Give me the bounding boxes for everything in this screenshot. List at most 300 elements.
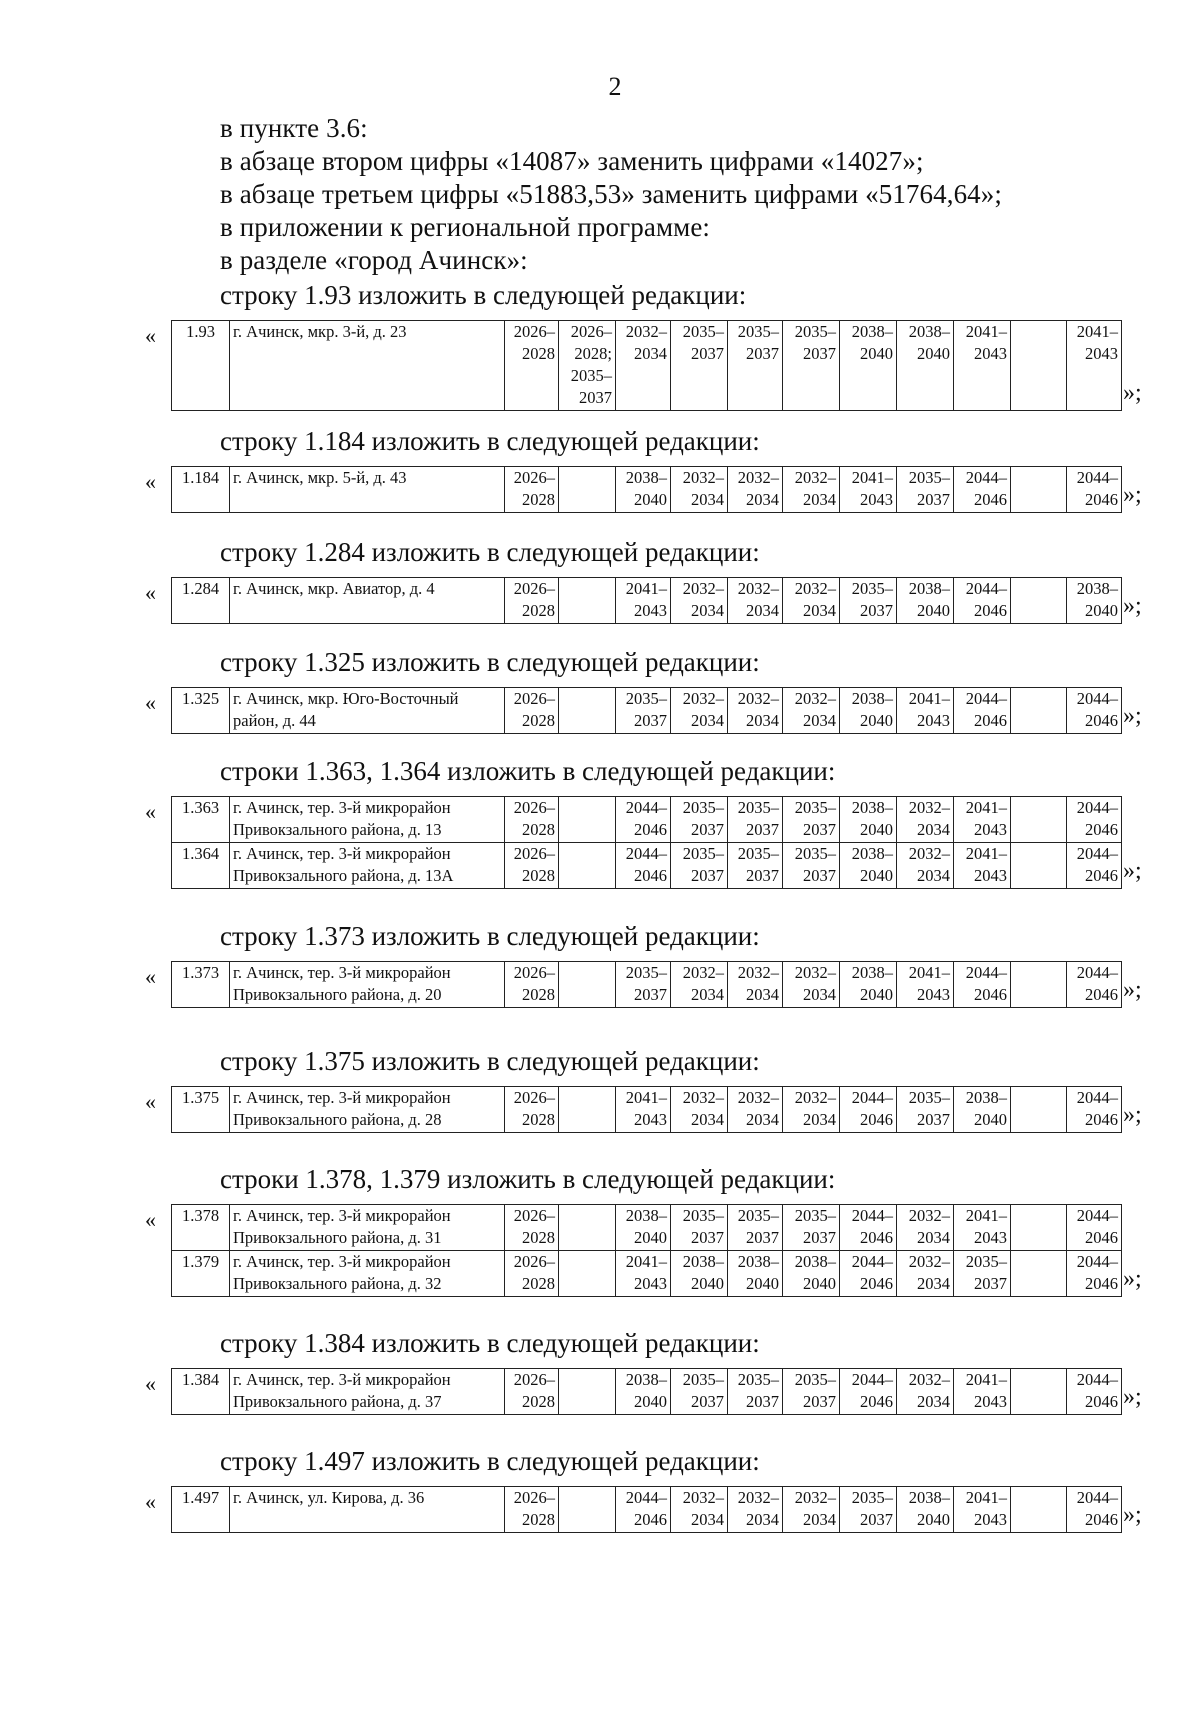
year-cell	[728, 467, 783, 513]
year-cell	[1011, 578, 1067, 624]
year-text: 2037	[691, 1392, 724, 1411]
year-cell	[616, 1087, 671, 1133]
year-cell	[1011, 1087, 1067, 1133]
year-text: 2028	[522, 1392, 555, 1411]
year-text: 2041–	[965, 1370, 1007, 1389]
intro-line: в абзаце втором цифры «14087» заменить цифрами «14027»;	[220, 146, 924, 176]
year-cell	[954, 467, 1011, 513]
year-text: 2034	[691, 1110, 724, 1129]
year-text: 2038–	[851, 322, 893, 341]
year-cell	[1011, 467, 1067, 513]
year-cell	[505, 1369, 559, 1415]
year-text: 2034	[917, 1228, 950, 1247]
year-cell	[559, 688, 616, 734]
year-cell	[783, 321, 840, 411]
address-line: Привокзального района, д. 37	[233, 1392, 442, 1411]
year-text: 2041–	[625, 1252, 667, 1271]
year-cell	[954, 1369, 1011, 1415]
table-row	[172, 1087, 1122, 1133]
year-text: 2046	[974, 985, 1007, 1004]
year-text: 2035–	[570, 366, 612, 385]
year-text: 2026–	[570, 322, 612, 341]
year-text: 2046	[860, 1392, 893, 1411]
year-text: 2026–	[513, 1206, 555, 1225]
year-cell	[1011, 1487, 1067, 1533]
year-cell	[559, 321, 616, 411]
year-text: 2044–	[625, 844, 667, 863]
year-cell	[559, 1087, 616, 1133]
year-text: 2046	[1085, 1274, 1118, 1293]
table-row	[172, 688, 1122, 734]
year-text: 2034	[746, 1110, 779, 1129]
year-text: 2032–	[737, 579, 779, 598]
year-cell	[1011, 688, 1067, 734]
address-cell	[230, 1251, 505, 1297]
year-cell	[559, 1251, 616, 1297]
year-cell	[897, 1369, 954, 1415]
year-cell	[897, 962, 954, 1008]
year-cell	[954, 688, 1011, 734]
year-text: 2040	[634, 1392, 667, 1411]
program-table	[171, 577, 1122, 624]
closing-quote: »;	[1123, 482, 1142, 508]
year-cell	[671, 1205, 728, 1251]
year-text: 2040	[860, 344, 893, 363]
year-cell	[954, 1205, 1011, 1251]
year-cell	[1067, 1251, 1122, 1297]
table-row	[172, 467, 1122, 513]
year-text: 2035–	[965, 1252, 1007, 1271]
table-row	[172, 578, 1122, 624]
opening-quote: «	[145, 580, 156, 605]
year-text: 2044–	[965, 963, 1007, 982]
year-text: 2044–	[625, 798, 667, 817]
year-text: 2038–	[625, 1206, 667, 1225]
year-text: 2041–	[1076, 322, 1118, 341]
year-text: 2037	[691, 820, 724, 839]
year-cell	[840, 962, 897, 1008]
year-text: 2046	[634, 866, 667, 885]
amendment-heading: строку 1.375 изложить в следующей редакции:	[220, 1046, 760, 1076]
year-text: 2044–	[1076, 1252, 1118, 1271]
year-text: 2041–	[965, 322, 1007, 341]
address-cell	[230, 797, 505, 843]
year-text: 2034	[691, 985, 724, 1004]
year-text: 2044–	[1076, 689, 1118, 708]
year-cell	[505, 1087, 559, 1133]
year-text: 2035–	[794, 798, 836, 817]
year-text: 2032–	[737, 1488, 779, 1507]
year-text: 2026–	[513, 1252, 555, 1271]
year-text: 2043	[1085, 344, 1118, 363]
year-text: 2026–	[513, 468, 555, 487]
year-text: 2035–	[737, 322, 779, 341]
year-text: 2041–	[908, 963, 950, 982]
year-cell	[1067, 578, 1122, 624]
address-line: г. Ачинск, тер. 3-й микрорайон	[233, 1370, 451, 1389]
year-cell	[954, 321, 1011, 411]
opening-quote: «	[145, 1489, 156, 1514]
year-text: 2034	[917, 866, 950, 885]
year-text: 2028	[522, 601, 555, 620]
year-cell	[783, 843, 840, 889]
year-text: 2037	[691, 866, 724, 885]
year-text: 2044–	[1076, 844, 1118, 863]
year-text: 2034	[746, 985, 779, 1004]
year-cell	[616, 1369, 671, 1415]
year-text: 2032–	[682, 689, 724, 708]
address-line: г. Ачинск, тер. 3-й микрорайон	[233, 844, 451, 863]
year-cell	[783, 467, 840, 513]
year-text: 2034	[746, 490, 779, 509]
year-cell	[1011, 797, 1067, 843]
year-text: 2028	[522, 866, 555, 885]
year-cell	[840, 843, 897, 889]
opening-quote: «	[145, 323, 156, 348]
year-text: 2038–	[908, 579, 950, 598]
closing-quote: »;	[1123, 1384, 1142, 1410]
address-line: Привокзального района, д. 28	[233, 1110, 442, 1129]
year-cell	[559, 797, 616, 843]
year-cell	[954, 1487, 1011, 1533]
year-cell	[783, 1205, 840, 1251]
year-text: 2037	[746, 1392, 779, 1411]
year-cell	[954, 962, 1011, 1008]
year-text: 2043	[634, 601, 667, 620]
year-cell	[840, 1205, 897, 1251]
year-text: 2044–	[965, 689, 1007, 708]
row-number: 1.379	[172, 1251, 230, 1297]
year-cell	[505, 321, 559, 411]
year-text: 2026–	[513, 1488, 555, 1507]
opening-quote: «	[145, 469, 156, 494]
year-text: 2035–	[682, 798, 724, 817]
year-cell	[783, 578, 840, 624]
year-text: 2037	[860, 1510, 893, 1529]
program-table	[171, 687, 1122, 734]
year-text: 2028;	[574, 344, 612, 363]
year-cell	[897, 321, 954, 411]
year-text: 2037	[860, 601, 893, 620]
year-text: 2032–	[737, 963, 779, 982]
row-number: 1.384	[172, 1369, 230, 1415]
year-cell	[671, 1251, 728, 1297]
year-text: 2028	[522, 985, 555, 1004]
year-text: 2044–	[965, 468, 1007, 487]
year-text: 2038–	[851, 689, 893, 708]
year-text: 2034	[746, 711, 779, 730]
year-text: 2034	[803, 711, 836, 730]
year-text: 2037	[691, 1228, 724, 1247]
year-text: 2035–	[908, 1088, 950, 1107]
year-text: 2046	[1085, 1228, 1118, 1247]
year-cell	[671, 578, 728, 624]
year-text: 2040	[634, 1228, 667, 1247]
year-text: 2032–	[908, 1206, 950, 1225]
year-text: 2035–	[682, 322, 724, 341]
year-cell	[954, 1251, 1011, 1297]
year-cell	[559, 578, 616, 624]
year-text: 2032–	[908, 844, 950, 863]
year-cell	[728, 688, 783, 734]
amendment-heading: строку 1.184 изложить в следующей редакции:	[220, 426, 760, 456]
year-text: 2028	[522, 711, 555, 730]
year-text: 2040	[860, 711, 893, 730]
year-cell	[616, 578, 671, 624]
year-cell	[728, 962, 783, 1008]
year-cell	[1067, 843, 1122, 889]
year-text: 2040	[917, 1510, 950, 1529]
year-text: 2026–	[513, 1088, 555, 1107]
year-cell	[505, 467, 559, 513]
address-cell	[230, 467, 505, 513]
year-text: 2046	[860, 1110, 893, 1129]
year-text: 2044–	[965, 579, 1007, 598]
year-cell	[783, 1251, 840, 1297]
intro-text	[220, 112, 1120, 277]
year-text: 2032–	[794, 689, 836, 708]
address-line: г. Ачинск, ул. Кирова, д. 36	[233, 1488, 425, 1507]
year-text: 2044–	[625, 1488, 667, 1507]
year-cell	[1067, 797, 1122, 843]
year-text: 2044–	[1076, 1488, 1118, 1507]
year-cell	[897, 467, 954, 513]
year-text: 2040	[634, 490, 667, 509]
opening-quote: «	[145, 1371, 156, 1396]
opening-quote: «	[145, 1089, 156, 1114]
year-text: 2046	[1085, 985, 1118, 1004]
year-cell	[559, 1369, 616, 1415]
intro-line: в абзаце третьем цифры «51883,53» заменить цифрами «51764,64»;	[220, 179, 1002, 209]
year-text: 2032–	[794, 1488, 836, 1507]
year-text: 2032–	[737, 468, 779, 487]
year-cell	[728, 1205, 783, 1251]
address-line: Привокзального района, д. 13А	[233, 866, 454, 885]
year-text: 2041–	[965, 1488, 1007, 1507]
year-text: 2034	[691, 490, 724, 509]
year-text: 2035–	[794, 1370, 836, 1389]
year-text: 2040	[860, 866, 893, 885]
closing-quote: »;	[1123, 703, 1142, 729]
year-text: 2032–	[682, 1488, 724, 1507]
year-text: 2044–	[851, 1252, 893, 1271]
year-text: 2041–	[625, 1088, 667, 1107]
year-cell	[1011, 843, 1067, 889]
year-cell	[671, 688, 728, 734]
year-text: 2043	[974, 344, 1007, 363]
table-row	[172, 797, 1122, 843]
amendment-heading: строку 1.384 изложить в следующей редакции:	[220, 1328, 760, 1358]
year-cell	[671, 1087, 728, 1133]
year-cell	[671, 1487, 728, 1533]
year-text: 2040	[974, 1110, 1007, 1129]
year-text: 2046	[1085, 820, 1118, 839]
amendment-heading: строки 1.363, 1.364 изложить в следующей редакции:	[220, 756, 836, 786]
year-text: 2034	[917, 820, 950, 839]
year-cell	[840, 578, 897, 624]
year-text: 2044–	[1076, 468, 1118, 487]
year-cell	[559, 843, 616, 889]
year-text: 2032–	[682, 1088, 724, 1107]
year-cell	[783, 688, 840, 734]
row-number: 1.497	[172, 1487, 230, 1533]
year-cell	[559, 962, 616, 1008]
program-table	[171, 1486, 1122, 1533]
year-text: 2040	[746, 1274, 779, 1293]
amendment-heading: строку 1.497 изложить в следующей редакции:	[220, 1446, 760, 1476]
program-table	[171, 466, 1122, 513]
year-text: 2037	[746, 866, 779, 885]
year-cell	[1067, 688, 1122, 734]
closing-quote: »;	[1123, 977, 1142, 1003]
year-text: 2037	[803, 1228, 836, 1247]
year-cell	[954, 797, 1011, 843]
table-row	[172, 1369, 1122, 1415]
year-text: 2038–	[851, 844, 893, 863]
year-cell	[840, 1087, 897, 1133]
year-text: 2037	[579, 388, 612, 407]
year-cell	[840, 1369, 897, 1415]
year-text: 2028	[522, 1228, 555, 1247]
year-cell	[897, 843, 954, 889]
year-cell	[505, 1487, 559, 1533]
year-text: 2038–	[908, 1488, 950, 1507]
year-text: 2032–	[682, 579, 724, 598]
year-cell	[559, 1487, 616, 1533]
year-text: 2032–	[625, 322, 667, 341]
program-table	[171, 1204, 1122, 1297]
year-cell	[1011, 962, 1067, 1008]
year-text: 2038–	[737, 1252, 779, 1271]
year-text: 2028	[522, 1110, 555, 1129]
year-text: 2044–	[1076, 1370, 1118, 1389]
year-text: 2034	[746, 1510, 779, 1529]
year-text: 2026–	[513, 322, 555, 341]
year-cell	[783, 797, 840, 843]
year-text: 2038–	[625, 468, 667, 487]
year-text: 2034	[803, 1110, 836, 1129]
year-text: 2032–	[908, 1252, 950, 1271]
year-text: 2044–	[1076, 1088, 1118, 1107]
year-cell	[728, 578, 783, 624]
year-text: 2041–	[908, 689, 950, 708]
year-text: 2043	[917, 985, 950, 1004]
year-text: 2035–	[794, 844, 836, 863]
year-cell	[1067, 467, 1122, 513]
address-line: г. Ачинск, тер. 3-й микрорайон	[233, 1206, 451, 1225]
year-text: 2037	[917, 1110, 950, 1129]
address-cell	[230, 1087, 505, 1133]
year-cell	[1067, 1487, 1122, 1533]
program-table	[171, 961, 1122, 1008]
opening-quote: «	[145, 799, 156, 824]
year-text: 2034	[803, 490, 836, 509]
year-text: 2035–	[908, 468, 950, 487]
year-cell	[559, 467, 616, 513]
year-text: 2040	[803, 1274, 836, 1293]
address-line: г. Ачинск, тер. 3-й микрорайон	[233, 1252, 451, 1271]
year-cell	[505, 797, 559, 843]
year-cell	[840, 321, 897, 411]
year-text: 2044–	[1076, 1206, 1118, 1225]
year-text: 2034	[634, 344, 667, 363]
year-text: 2046	[974, 601, 1007, 620]
address-line: район, д. 44	[233, 711, 316, 730]
year-cell	[671, 843, 728, 889]
year-text: 2041–	[965, 1206, 1007, 1225]
year-text: 2044–	[851, 1088, 893, 1107]
year-text: 2034	[746, 601, 779, 620]
year-cell	[954, 578, 1011, 624]
year-cell	[1011, 1251, 1067, 1297]
year-text: 2038–	[682, 1252, 724, 1271]
page-number: 2	[608, 72, 622, 101]
year-text: 2032–	[908, 798, 950, 817]
year-text: 2046	[1085, 1392, 1118, 1411]
year-text: 2035–	[737, 798, 779, 817]
year-cell	[505, 962, 559, 1008]
year-text: 2032–	[794, 963, 836, 982]
address-cell	[230, 321, 505, 411]
year-cell	[728, 843, 783, 889]
year-cell	[505, 688, 559, 734]
year-cell	[728, 1369, 783, 1415]
year-text: 2034	[803, 1510, 836, 1529]
year-text: 2026–	[513, 1370, 555, 1389]
year-text: 2046	[1085, 1110, 1118, 1129]
year-text: 2032–	[794, 579, 836, 598]
year-cell	[897, 1487, 954, 1533]
opening-quote: «	[145, 1207, 156, 1232]
address-line: г. Ачинск, мкр. 5-й, д. 43	[233, 468, 407, 487]
year-cell	[1067, 962, 1122, 1008]
year-cell	[897, 1087, 954, 1133]
year-text: 2035–	[625, 689, 667, 708]
year-text: 2040	[917, 601, 950, 620]
amendment-heading: строки 1.378, 1.379 изложить в следующей редакции:	[220, 1164, 836, 1194]
year-text: 2043	[974, 1510, 1007, 1529]
year-text: 2040	[860, 985, 893, 1004]
year-cell	[559, 1205, 616, 1251]
address-cell	[230, 843, 505, 889]
year-cell	[897, 578, 954, 624]
year-cell	[505, 1251, 559, 1297]
year-text: 2026–	[513, 579, 555, 598]
intro-line: в приложении к региональной программе:	[220, 212, 711, 242]
table-row	[172, 1251, 1122, 1297]
year-text: 2035–	[851, 1488, 893, 1507]
year-text: 2032–	[682, 963, 724, 982]
year-text: 2035–	[682, 844, 724, 863]
address-line: г. Ачинск, мкр. Авиатор, д. 4	[233, 579, 435, 598]
address-line: Привокзального района, д. 32	[233, 1274, 442, 1293]
year-text: 2037	[691, 344, 724, 363]
year-cell	[840, 1487, 897, 1533]
year-text: 2026–	[513, 844, 555, 863]
year-text: 2046	[860, 1274, 893, 1293]
year-text: 2037	[974, 1274, 1007, 1293]
opening-quote: «	[145, 690, 156, 715]
table-row	[172, 1487, 1122, 1533]
closing-quote: »;	[1123, 858, 1142, 884]
program-table	[171, 796, 1122, 889]
year-text: 2044–	[1076, 798, 1118, 817]
year-text: 2037	[746, 820, 779, 839]
program-table	[171, 1086, 1122, 1133]
year-text: 2035–	[625, 963, 667, 982]
year-text: 2037	[634, 711, 667, 730]
year-cell	[505, 843, 559, 889]
